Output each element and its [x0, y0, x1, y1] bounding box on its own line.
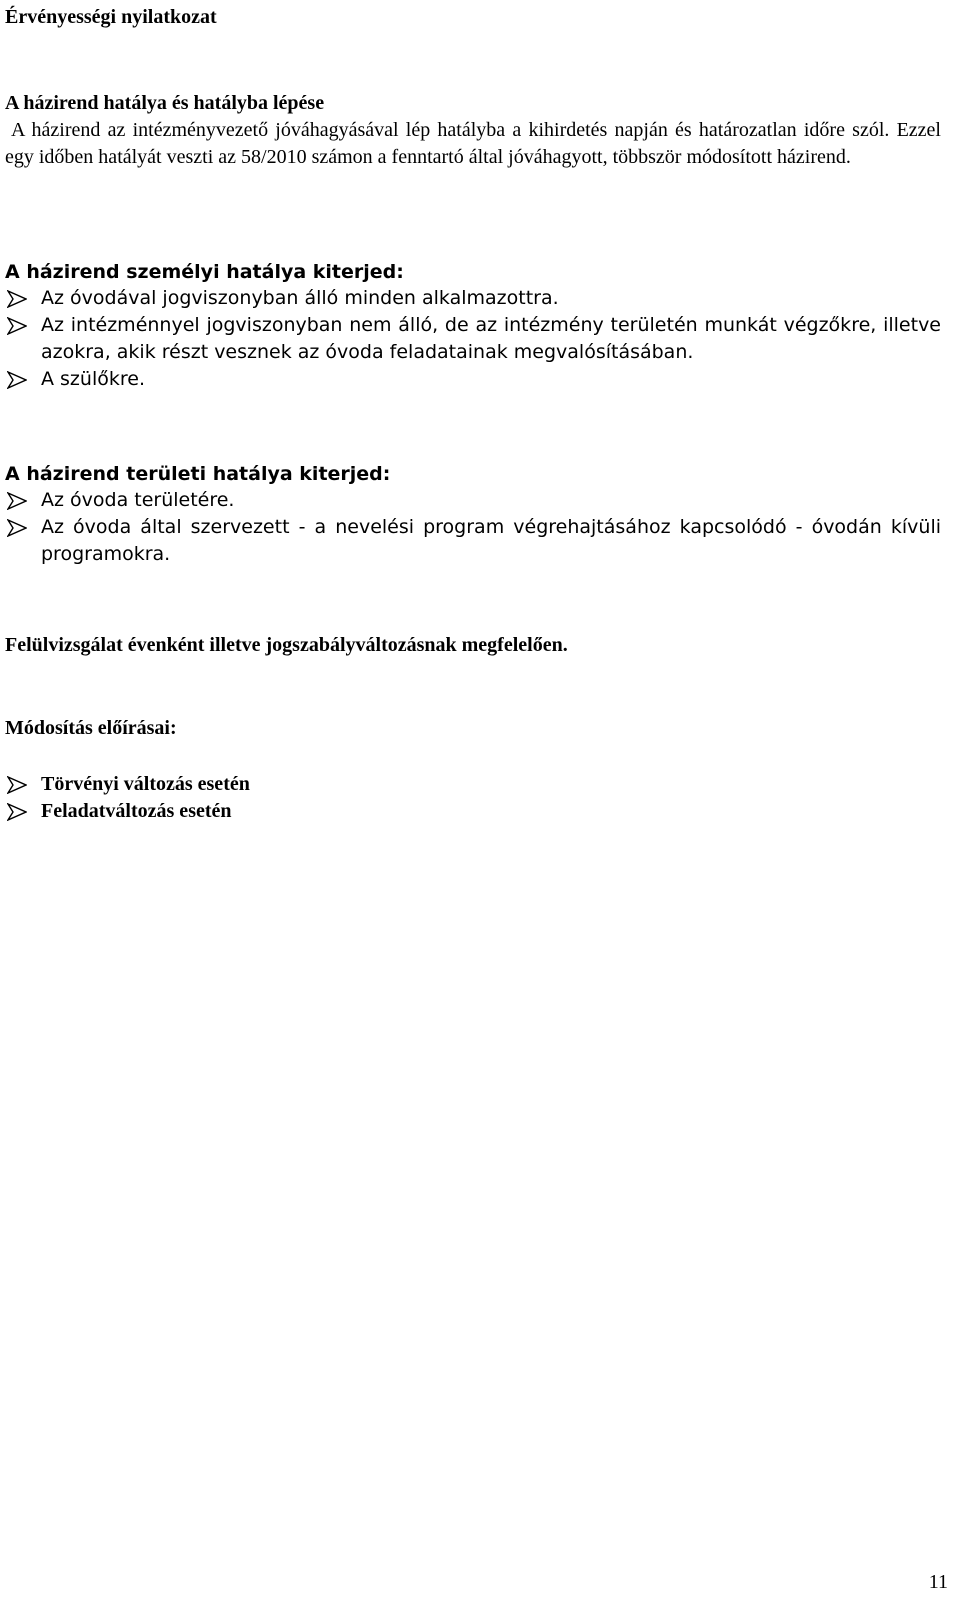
modification-list — [5, 771, 941, 825]
list-item-text: Törvényi változás esetén — [41, 773, 250, 795]
arrow-bullet-icon — [7, 492, 27, 510]
page-number: 11 — [928, 1571, 948, 1593]
personal-scope-heading: A házirend személyi hatálya kiterjed: — [5, 261, 404, 283]
list-item — [5, 514, 941, 568]
list-item — [5, 798, 941, 825]
territorial-scope-list — [5, 487, 941, 568]
arrow-bullet-icon — [7, 776, 27, 794]
list-item-text: Az intézménnyel jogviszonyban nem álló, de az intézmény területén munkát végzőkre, illetve azokra, akik részt vesznek az óvoda feladatainak megvalósításában. — [41, 314, 941, 363]
document-title: Érvényességi nyilatkozat — [5, 6, 217, 28]
arrow-bullet-icon — [7, 519, 27, 537]
arrow-bullet-icon — [7, 371, 27, 389]
modification-heading: Módosítás előírásai: — [5, 717, 177, 739]
list-item — [5, 285, 941, 312]
arrow-bullet-icon — [7, 290, 27, 308]
arrow-bullet-icon — [7, 803, 27, 821]
list-item — [5, 312, 941, 366]
list-item-text: Az óvoda által szervezett - a nevelési program végrehajtásához kapcsolódó - óvodán kívüli programokra. — [41, 516, 941, 565]
list-item-text: Az óvoda területére. — [41, 489, 235, 511]
validity-paragraph — [5, 117, 941, 171]
list-item — [5, 366, 941, 393]
territorial-scope-heading: A házirend területi hatálya kiterjed: — [5, 463, 391, 485]
validity-heading: A házirend hatálya és hatályba lépése — [5, 92, 325, 114]
list-item-text: A szülőkre. — [41, 368, 145, 390]
arrow-bullet-icon — [7, 317, 27, 335]
personal-scope-list — [5, 285, 941, 393]
list-item-text: Az óvodával jogviszonyban álló minden alkalmazottra. — [41, 287, 559, 309]
list-item — [5, 487, 941, 514]
validity-text: A házirend az intézményvezető jóváhagyásával lép hatályba a kihirdetés napján és határozatlan időre szól. Ezzel egy időben hatályát veszti az 58/2010 számon a fenntartó által jóváhagyott, többször módosított házirend. — [5, 119, 941, 168]
review-statement: Felülvizsgálat évenként illetve jogszabályváltozásnak megfelelően. — [5, 634, 568, 656]
list-item-text: Feladatváltozás esetén — [41, 800, 232, 822]
list-item — [5, 771, 941, 798]
